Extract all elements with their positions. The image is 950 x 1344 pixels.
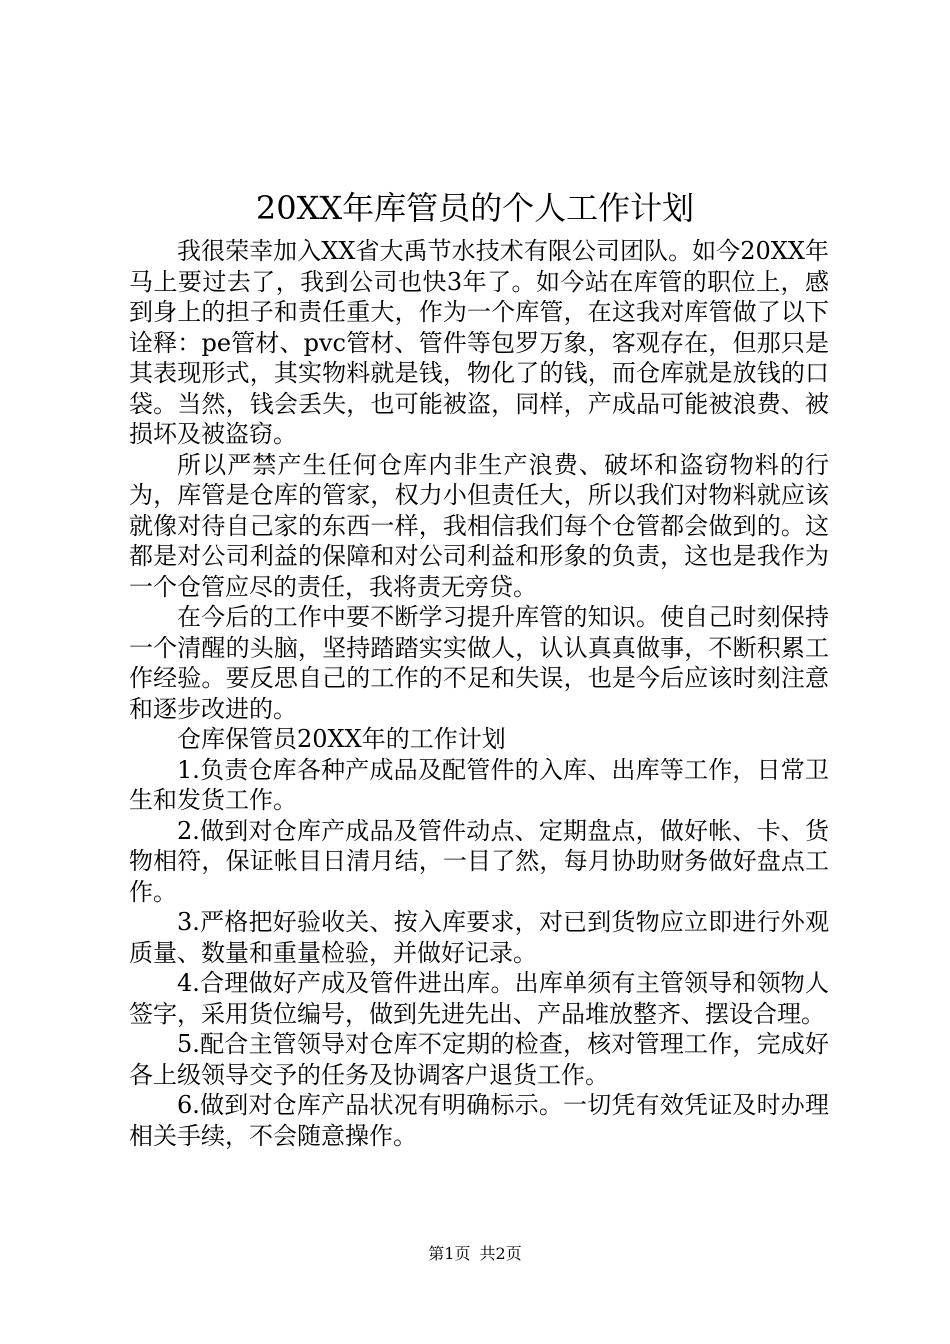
plan-item-3: 3.严格把好验收关、按入库要求，对已到货物应立即进行外观质量、数量和重量检验，并做好记录。 [129,908,829,967]
paragraph-learning: 在今后的工作中要不断学习提升库管的知识。使自己时刻保持一个清醒的头脑，坚持踏踏实实做人，认认真真做事，不断积累工作经验。要反思自己的工作的不足和失误，也是今后应该时刻注意和逐步改进的。 [129,603,829,723]
document-body [129,236,829,1151]
page-total: 共2页 [479,1244,522,1263]
plan-item-4: 4.合理做好产成及管件进出库。出库单须有主管领导和领物人签字，采用货位编号，做到先进先出、产品堆放整齐、摆设合理。 [129,969,829,1028]
plan-item-5: 5.配合主管领导对仓库不定期的检查，核对管理工作，完成好各上级领导交予的任务及协调客户退货工作。 [129,1030,829,1089]
page-number: 第1页 [428,1244,471,1263]
plan-item-6: 6.做到对仓库产品状况有明确标示。一切凭有效凭证及时办理相关手续，不会随意操作。 [129,1091,829,1150]
document-title: 20XX年库管员的个人工作计划 [255,189,695,227]
plan-item-2: 2.做到对仓库产成品及管件动点、定期盘点，做好帐、卡、货物相符，保证帐目日清月结，一目了然，每月协助财务做好盘点工作。 [129,816,829,906]
page-footer [0,1243,950,1265]
paragraph-intro: 我很荣幸加入XX省大禹节水技术有限公司团队。如今20XX年马上要过去了，我到公司也快3年了。如今站在库管的职位上，感到身上的担子和责任重大，作为一个库管，在这我对库管做了以下诠释：pe管材、pvc管材、管件等包罗万象，客观存在，但那只是其表现形式，其实物料就是钱，物化了的钱，而仓库就是放钱的口袋。当然，钱会丢失，也可能被盗，同样，产成品可能被浪费、被损坏及被盗窃。 [129,237,829,448]
plan-item-1: 1.负责仓库各种产成品及配管件的入库、出库等工作，日常卫生和发货工作。 [129,755,829,814]
section-heading-plan: 仓库保管员20XX年的工作计划 [177,725,506,753]
paragraph-responsibility: 所以严禁产生任何仓库内非生产浪费、破坏和盗窃物料的行为，库管是仓库的管家，权力小但责任大，所以我们对物料就应该就像对待自己家的东西一样，我相信我们每个仓管都会做到的。这都是对公司利益的保障和对公司利益和形象的负责，这也是我作为一个仓管应尽的责任，我将责无旁贷。 [129,450,829,601]
